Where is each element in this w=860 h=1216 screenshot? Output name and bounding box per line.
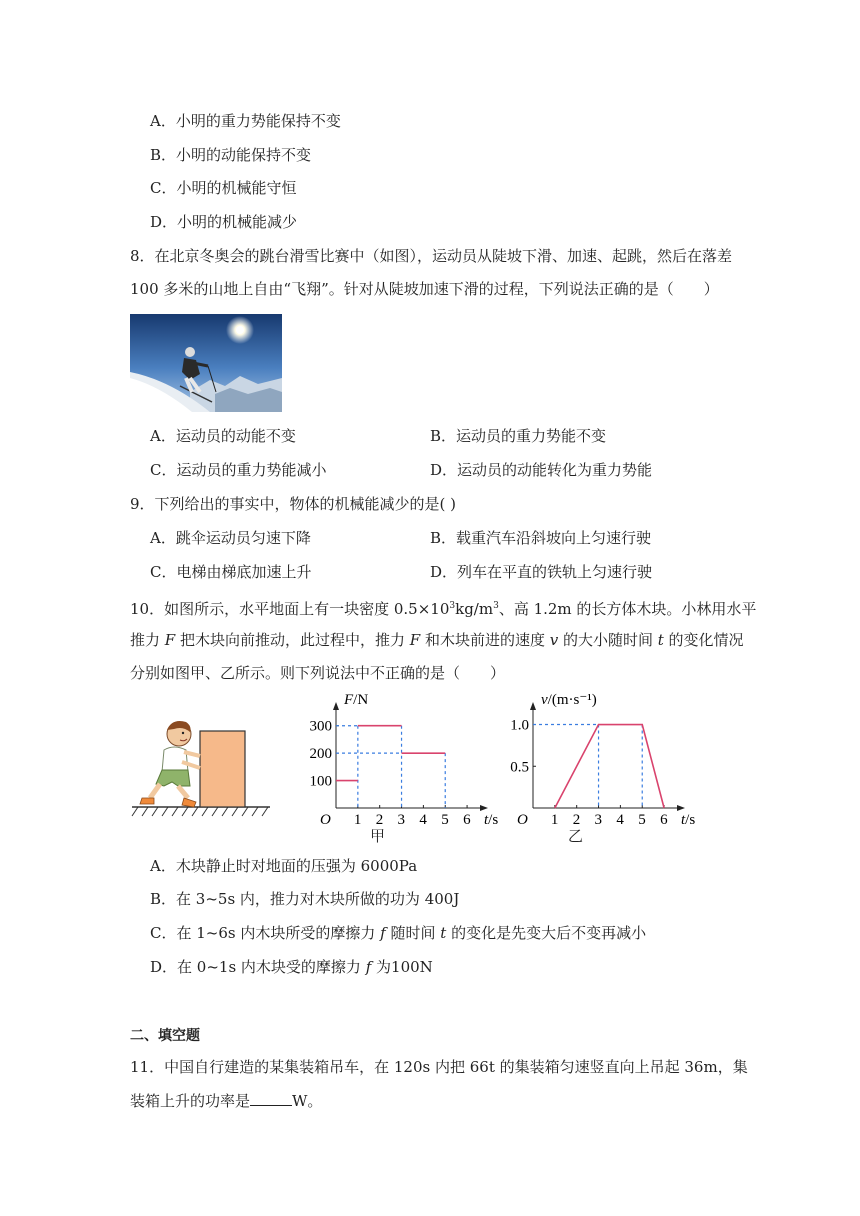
q11-stem-line2: 装箱上升的功率是 W。 — [130, 1092, 323, 1110]
origin-label: O — [517, 812, 528, 828]
x-axis-label: t/s — [484, 812, 499, 828]
x-tick-label: 2 — [375, 812, 384, 828]
y-tick-label: 200 — [309, 746, 332, 763]
y-axis-arrow — [333, 702, 339, 710]
y-tick-label: 100 — [309, 773, 332, 790]
section-title: 二、填空题 — [130, 1028, 200, 1044]
q10-option-c: C．在 1~6s 内木块所受的摩擦力 f 随时间 t 的变化是先变大后不变再减小 — [150, 924, 647, 942]
x-axis-label: t/s — [681, 812, 696, 828]
q8-stem-line1: 8．在北京冬奥会的跳台滑雪比赛中（如图），运动员从陡坡下滑、加速、起跳，然后在落差 — [130, 247, 733, 265]
x-tick-label: 1 — [353, 812, 362, 828]
q10-stem-line3: 分别如图甲、乙所示。则下列说法中不正确的是（ ） — [130, 664, 506, 682]
q7-option-d: D．小明的机械能减少 — [150, 213, 298, 231]
q9-option-d: D．列车在平直的铁轨上匀速行驶 — [430, 563, 653, 581]
figure-label-yi: 乙 — [568, 827, 584, 845]
q10-option-d: D．在 0~1s 内木块受的摩擦力 f 为100N — [150, 958, 433, 976]
x-tick-label: 3 — [594, 812, 603, 828]
y-tick-label: 300 — [309, 718, 332, 735]
x-tick-label: 5 — [441, 812, 449, 828]
q9-stem: 9．下列给出的事实中，物体的机械能减少的是( ) — [130, 495, 457, 513]
x-tick-label: 6 — [463, 812, 471, 828]
q8-option-b: B．运动员的重力势能不变 — [430, 427, 607, 445]
x-tick-label: 2 — [572, 812, 581, 828]
answer-blank[interactable] — [250, 1091, 292, 1106]
origin-label: O — [320, 812, 331, 828]
q11-stem-line1: 11．中国自行建造的某集装箱吊车，在 120s 内把 66t 的集装箱匀速竖直向上吊起 36m，集 — [130, 1058, 748, 1076]
q8-option-c: C．运动员的重力势能减小 — [150, 461, 327, 479]
ski-jumper-photo — [130, 314, 282, 412]
q10-option-b: B．在 3~5s 内，推力对木块所做的功为 400J — [150, 890, 460, 908]
y-tick-label: 0.5 — [510, 759, 529, 776]
x-tick-label: 4 — [419, 812, 427, 828]
y-tick-label: 1.0 — [510, 717, 529, 734]
q7-option-a: A．小明的重力势能保持不变 — [150, 112, 341, 130]
x-tick-label: 6 — [660, 812, 668, 828]
x-tick-label: 5 — [638, 812, 646, 828]
q8-option-d: D．运动员的动能转化为重力势能 — [430, 461, 653, 479]
q8-stem-line2: 100 多米的山地上自由“飞翔”。针对从陡坡加速下滑的过程，下列说法正确的是（ ） — [130, 280, 719, 298]
x-axis-arrow — [677, 805, 685, 811]
q8-option-a: A．运动员的动能不变 — [150, 427, 296, 445]
q7-option-c: C．小明的机械能守恒 — [150, 179, 297, 197]
x-tick-label: 4 — [616, 812, 624, 828]
boy-pushing-block-figure — [128, 712, 274, 822]
q9-option-b: B．载重汽车沿斜坡向上匀速行驶 — [430, 529, 652, 547]
velocity-line — [555, 725, 664, 808]
y-axis-label: F/N — [344, 692, 369, 708]
q9-option-c: C．电梯由梯底加速上升 — [150, 563, 312, 581]
q10-stem-line2: 推力 F 把木块向前推动，此过程中，推力 F 和木块前进的速度 v 的大小随时间 t 的变化情况 — [130, 631, 744, 649]
q10-stem-line1: 10．如图所示，水平地面上有一块密度 $0.5\times 10^3kg/m^3$、高 1.2m 的长方体木块。小林用水平 — [130, 600, 757, 618]
x-tick-label: 3 — [397, 812, 406, 828]
figure-label-jia: 甲 — [370, 827, 386, 845]
q7-option-b: B．小明的动能保持不变 — [150, 146, 312, 164]
x-tick-label: 1 — [550, 812, 559, 828]
y-axis-label: v/(m·s⁻¹) — [541, 692, 597, 708]
q10-option-a: A．木块静止时对地面的压强为 6000Pa — [150, 857, 418, 875]
y-axis-arrow — [530, 702, 536, 710]
q9-option-a: A．跳伞运动员匀速下降 — [150, 529, 311, 547]
